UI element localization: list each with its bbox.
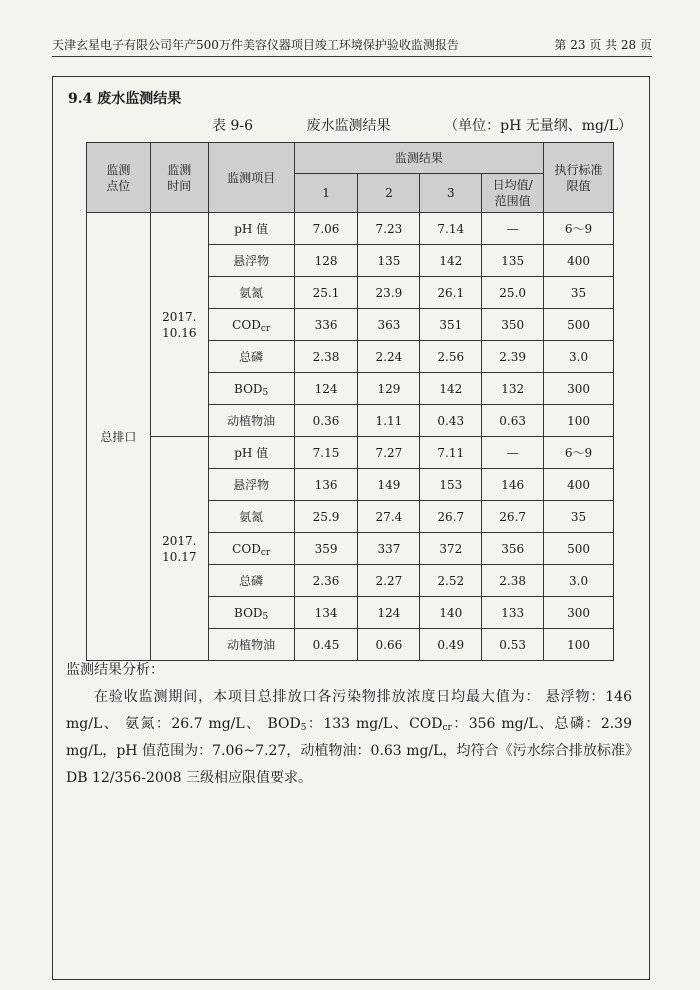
average-cell: 356 [482, 533, 544, 565]
item-cell: 动植物油 [208, 405, 294, 437]
analysis-heading: 监测结果分析： [66, 662, 164, 678]
average-cell: — [482, 213, 544, 245]
result-cell: 142 [420, 373, 482, 405]
item-cell: 动植物油 [208, 629, 294, 661]
result-cell: 363 [358, 309, 420, 341]
date-cell: 2017. 10.16 [150, 213, 208, 437]
header-time: 监测 时间 [150, 143, 208, 213]
limit-cell: 400 [544, 469, 614, 501]
header-location: 监测 点位 [87, 143, 151, 213]
average-cell: 0.53 [482, 629, 544, 661]
average-cell: 2.38 [482, 565, 544, 597]
limit-cell: 6～9 [544, 213, 614, 245]
result-cell: 0.66 [358, 629, 420, 661]
average-cell: — [482, 437, 544, 469]
result-cell: 7.27 [358, 437, 420, 469]
date-cell: 2017. 10.17 [150, 437, 208, 661]
limit-cell: 400 [544, 245, 614, 277]
result-cell: 124 [294, 373, 358, 405]
analysis-paragraph: 在验收监测期间，本项目总排放口各污染物排放浓度日均最大值为： 悬浮物：146 mg/L、 氨氮：26.7 mg/L、 $BOD_5$：133 mg/L、$COD_{cr}$：356 mg/L、总磷：2.39 mg/L，pH 值范围为：7.06~7.27，动植物油：0.63 mg/L，均符合《污水综合排放标准》DB 12/356-2008 三级相应限值要求。 [66, 689, 632, 786]
table-title: 废水监测结果 [306, 118, 391, 134]
page-header [52, 36, 652, 57]
result-cell: 2.38 [294, 341, 358, 373]
result-cell: 2.52 [420, 565, 482, 597]
result-cell: 149 [358, 469, 420, 501]
result-cell: 27.4 [358, 501, 420, 533]
result-cell: 0.36 [294, 405, 358, 437]
result-cell: 25.9 [294, 501, 358, 533]
table-caption [212, 115, 632, 135]
table-row [87, 437, 614, 469]
limit-cell: 100 [544, 629, 614, 661]
item-cell: 氨氮 [208, 501, 294, 533]
result-cell: 7.14 [420, 213, 482, 245]
table-body [87, 213, 614, 661]
result-cell: 23.9 [358, 277, 420, 309]
average-cell: 146 [482, 469, 544, 501]
result-cell: 26.1 [420, 277, 482, 309]
header-result-2: 2 [358, 174, 420, 213]
result-cell: 25.1 [294, 277, 358, 309]
result-cell: 337 [358, 533, 420, 565]
average-cell: 0.63 [482, 405, 544, 437]
result-cell: 359 [294, 533, 358, 565]
item-cell: pH 值 [208, 437, 294, 469]
result-cell: 2.56 [420, 341, 482, 373]
result-cell: 136 [294, 469, 358, 501]
limit-cell: 35 [544, 501, 614, 533]
result-cell: 134 [294, 597, 358, 629]
limit-cell: 100 [544, 405, 614, 437]
result-cell: 1.11 [358, 405, 420, 437]
result-cell: 7.23 [358, 213, 420, 245]
table-row [87, 213, 614, 245]
item-cell: $COD_{cr}$ [208, 309, 294, 341]
result-cell: 0.49 [420, 629, 482, 661]
result-cell: 135 [358, 245, 420, 277]
limit-cell: 3.0 [544, 341, 614, 373]
result-cell: 129 [358, 373, 420, 405]
result-cell: 128 [294, 245, 358, 277]
header-item: 监测项目 [208, 143, 294, 213]
result-cell: 124 [358, 597, 420, 629]
average-cell: 25.0 [482, 277, 544, 309]
average-cell: 350 [482, 309, 544, 341]
result-cell: 7.06 [294, 213, 358, 245]
table-number: 表 9-6 [212, 118, 253, 134]
result-cell: 7.11 [420, 437, 482, 469]
limit-cell: 300 [544, 373, 614, 405]
result-cell: 336 [294, 309, 358, 341]
average-cell: 135 [482, 245, 544, 277]
wastewater-results-table [86, 142, 614, 661]
item-cell: $COD_{cr}$ [208, 533, 294, 565]
result-cell: 140 [420, 597, 482, 629]
result-cell: 26.7 [420, 501, 482, 533]
average-cell: 133 [482, 597, 544, 629]
item-cell: 悬浮物 [208, 469, 294, 501]
header-result-1: 1 [294, 174, 358, 213]
item-cell: $BOD_5$ [208, 597, 294, 629]
limit-cell: 500 [544, 309, 614, 341]
result-cell: 2.24 [358, 341, 420, 373]
item-cell: 悬浮物 [208, 245, 294, 277]
header-limit: 执行标准 限值 [544, 143, 614, 213]
header-average: 日均值/ 范围值 [482, 174, 544, 213]
item-cell: 氨氮 [208, 277, 294, 309]
average-cell: 26.7 [482, 501, 544, 533]
page-info: 第 23 页 共 28 页 [554, 38, 652, 52]
item-cell: $BOD_5$ [208, 373, 294, 405]
limit-cell: 300 [544, 597, 614, 629]
average-cell: 132 [482, 373, 544, 405]
result-cell: 351 [420, 309, 482, 341]
table-unit: （单位：pH 无量纲、mg/L） [444, 118, 632, 134]
header-results: 监测结果 [294, 143, 544, 174]
result-cell: 142 [420, 245, 482, 277]
limit-cell: 35 [544, 277, 614, 309]
limit-cell: 6～9 [544, 437, 614, 469]
result-cell: 7.15 [294, 437, 358, 469]
item-cell: pH 值 [208, 213, 294, 245]
item-cell: 总磷 [208, 565, 294, 597]
item-cell: 总磷 [208, 341, 294, 373]
result-cell: 372 [420, 533, 482, 565]
average-cell: 2.39 [482, 341, 544, 373]
location-cell: 总排口 [87, 213, 151, 661]
result-cell: 153 [420, 469, 482, 501]
result-cell: 0.43 [420, 405, 482, 437]
limit-cell: 3.0 [544, 565, 614, 597]
header-result-3: 3 [420, 174, 482, 213]
section-title: 9.4 废水监测结果 [68, 91, 182, 107]
result-cell: 2.27 [358, 565, 420, 597]
report-title: 天津玄星电子有限公司年产500万件美容仪器项目竣工环境保护验收监测报告 [52, 38, 459, 52]
result-cell: 0.45 [294, 629, 358, 661]
limit-cell: 500 [544, 533, 614, 565]
result-cell: 2.36 [294, 565, 358, 597]
